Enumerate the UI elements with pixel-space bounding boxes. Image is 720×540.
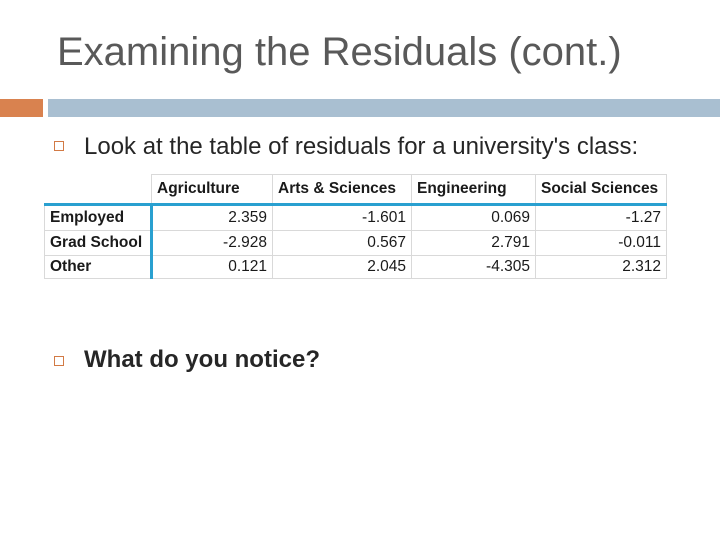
table-cell: -0.011: [536, 231, 667, 256]
table-corner-cell: [45, 175, 152, 205]
row-header: Employed: [45, 205, 152, 231]
table-cell: -1.27: [536, 205, 667, 231]
table-header-row: [45, 175, 667, 205]
residuals-table-image: [44, 174, 666, 280]
table-row: [45, 205, 667, 231]
table-cell: 2.312: [536, 256, 667, 279]
table-cell: 2.791: [412, 231, 536, 256]
table-row: [45, 231, 667, 256]
bullet-square-icon: [54, 356, 64, 366]
table-cell: 0.567: [273, 231, 412, 256]
title-rule-accent: [0, 99, 43, 117]
table-cell: 2.045: [273, 256, 412, 279]
column-header: Engineering: [412, 175, 536, 205]
bullet-square-icon: [54, 141, 64, 151]
table-row: [45, 256, 667, 279]
table-cell: -1.601: [273, 205, 412, 231]
row-header: Other: [45, 256, 152, 279]
table-cell: 0.121: [152, 256, 273, 279]
column-header: Arts & Sciences: [273, 175, 412, 205]
table-cell: -4.305: [412, 256, 536, 279]
column-header: Agriculture: [152, 175, 273, 205]
bullet-text-1: Look at the table of residuals for a university's class:: [84, 133, 639, 160]
row-header: Grad School: [45, 231, 152, 256]
slide-title: Examining the Residuals (cont.): [57, 30, 622, 74]
table-cell: 2.359: [152, 205, 273, 231]
title-rule-bar: [48, 99, 720, 117]
column-header: Social Sciences: [536, 175, 667, 205]
table-cell: -2.928: [152, 231, 273, 256]
table-cell: 0.069: [412, 205, 536, 231]
bullet-text-2: What do you notice?: [84, 346, 320, 373]
residuals-table: [44, 174, 667, 279]
